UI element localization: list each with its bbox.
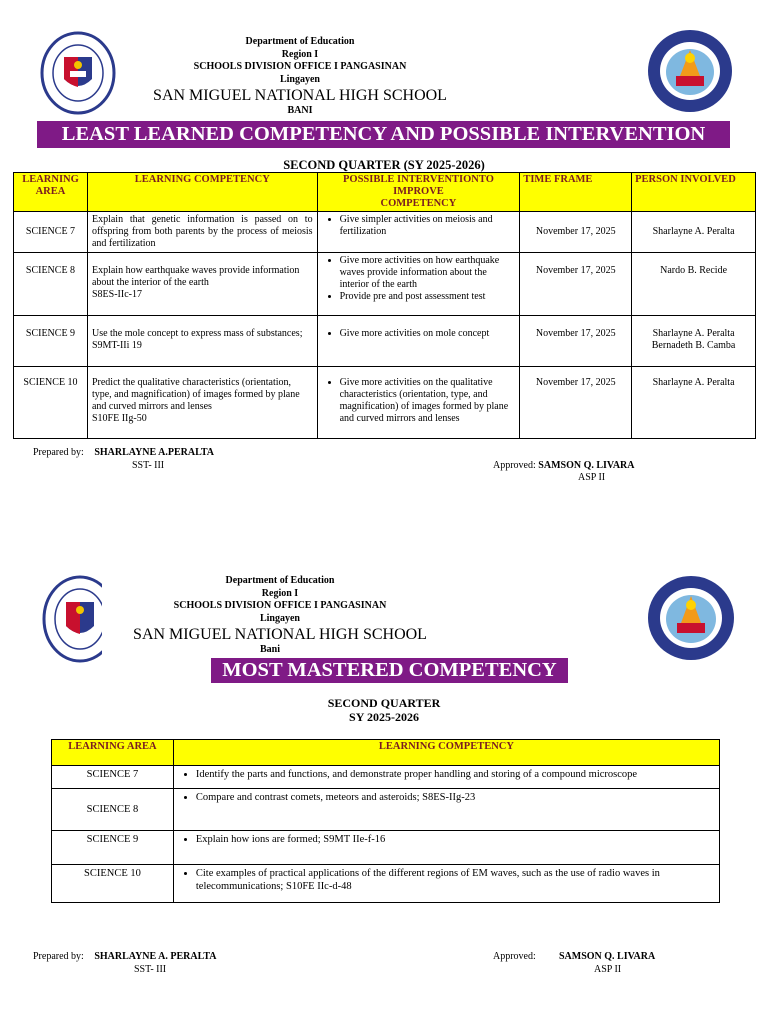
intervention-item: • Give simpler activities on meiosis and fertilization bbox=[340, 214, 516, 238]
approved-block bbox=[493, 460, 635, 471]
division-office: SCHOOLS DIVISION OFFICE I PANGASINAN bbox=[173, 600, 387, 611]
intervention-item: • Give more activities on mole concept bbox=[340, 328, 516, 340]
time-frame-cell: November 17, 2025 bbox=[520, 253, 632, 316]
prepared-name: SHARLAYNE A. PERALTA bbox=[94, 951, 217, 962]
competency-cell bbox=[173, 831, 719, 865]
table-header-row bbox=[52, 740, 720, 766]
person-name: Bernadeth B. Camba bbox=[651, 340, 736, 351]
competency-code: S8ES-IIc-17 bbox=[91, 289, 142, 300]
competency-cell: Explain that genetic information is passed on to offspring from both parents by the process of meiosis and fertilization bbox=[87, 212, 317, 253]
dept-name: Department of Education bbox=[225, 575, 335, 586]
col-intervention-line: IMPROVE bbox=[393, 186, 444, 197]
city: Lingayen bbox=[259, 612, 300, 624]
intervention-cell bbox=[317, 212, 520, 253]
approved-title: ASP II bbox=[578, 472, 606, 483]
prepared-title: SST- III bbox=[134, 964, 167, 975]
competency-code: S10FE IIg-50 bbox=[91, 413, 147, 424]
learning-area-cell: SCIENCE 8 bbox=[14, 253, 88, 316]
least-learned-banner: LEAST LEARNED COMPETENCY AND POSSIBLE INTERVENTION bbox=[37, 121, 730, 148]
competency-cell bbox=[87, 316, 317, 367]
division-office: SCHOOLS DIVISION OFFICE I PANGASINAN bbox=[193, 61, 407, 72]
person-cell: Sharlayne A. Peralta bbox=[632, 212, 756, 253]
table-row bbox=[14, 212, 756, 253]
competency-cell bbox=[87, 367, 317, 439]
learning-area-cell: SCIENCE 7 bbox=[14, 212, 88, 253]
person-cell: Sharlayne A. Peralta bbox=[632, 367, 756, 439]
learning-area-cell: SCIENCE 10 bbox=[14, 367, 88, 439]
learning-area-cell: SCIENCE 9 bbox=[14, 316, 88, 367]
competency-text: Predict the qualitative characteristics (orientation, type, and magnification) of images formed by plane and curved mirrors and lenses bbox=[91, 377, 300, 412]
prepared-by-block bbox=[33, 447, 214, 458]
intervention-cell bbox=[317, 316, 520, 367]
table-row bbox=[14, 316, 756, 367]
person-cell bbox=[632, 316, 756, 367]
region: Region I bbox=[261, 587, 299, 599]
city: Lingayen bbox=[279, 73, 320, 85]
intervention-cell bbox=[317, 253, 520, 316]
col-intervention-line: POSSIBLE INTERVENTIONTO bbox=[343, 174, 494, 185]
table-row bbox=[14, 367, 756, 439]
least-learned-table bbox=[13, 172, 756, 439]
table-header-row bbox=[14, 173, 756, 212]
table-row bbox=[52, 789, 720, 831]
learning-area-cell: SCIENCE 10 bbox=[52, 865, 174, 903]
approved-title: ASP II bbox=[594, 964, 622, 975]
col-intervention-line: COMPETENCY bbox=[380, 198, 457, 209]
sdo-seal-right bbox=[646, 28, 734, 114]
col-learning-area: LEARNING AREA bbox=[14, 173, 88, 212]
region: Region I bbox=[281, 48, 319, 60]
prepared-name: SHARLAYNE A.PERALTA bbox=[94, 447, 214, 458]
competency-item: • Explain how ions are formed; S9MT IIe-f-16 bbox=[196, 833, 715, 846]
approved-label: Approved: bbox=[493, 951, 536, 962]
time-frame-cell: November 17, 2025 bbox=[520, 367, 632, 439]
intervention-cell bbox=[317, 367, 520, 439]
competency-cell bbox=[87, 253, 317, 316]
most-mastered-table bbox=[51, 739, 720, 903]
competency-code: S9MT-IIi 19 bbox=[91, 340, 142, 351]
table-row bbox=[52, 766, 720, 789]
prepared-label: Prepared by: bbox=[33, 951, 84, 962]
learning-area-cell: SCIENCE 7 bbox=[52, 766, 174, 789]
col-learning-competency: LEARNING COMPETENCY bbox=[173, 740, 719, 766]
table-row bbox=[52, 865, 720, 903]
person-name: Sharlayne A. Peralta bbox=[652, 328, 735, 339]
deped-seal-left bbox=[40, 31, 116, 115]
intervention-item: • Give more activities on the qualitative characteristics (orientation, type, and magnification) of images formed by plane and curved mirrors and lenses bbox=[340, 377, 516, 425]
quarter-title: SECOND QUARTER bbox=[327, 696, 441, 710]
col-time-frame: TIME FRAME bbox=[520, 173, 632, 212]
col-possible-intervention bbox=[317, 173, 520, 212]
person-cell: Nardo B. Recide bbox=[632, 253, 756, 316]
learning-area-cell: SCIENCE 9 bbox=[52, 831, 174, 865]
prepared-title: SST- III bbox=[132, 460, 165, 471]
school-name: SAN MIGUEL NATIONAL HIGH SCHOOL bbox=[133, 626, 427, 643]
town: Bani bbox=[259, 644, 280, 655]
quarter-title: SECOND QUARTER (SY 2025-2026) bbox=[283, 158, 485, 172]
col-learning-competency: LEARNING COMPETENCY bbox=[87, 173, 317, 212]
competency-cell bbox=[173, 766, 719, 789]
col-person-involved: PERSON INVOLVED bbox=[632, 173, 756, 212]
intervention-item: • Provide pre and post assessment test bbox=[340, 291, 516, 303]
time-frame-cell: November 17, 2025 bbox=[520, 316, 632, 367]
time-frame-cell: November 17, 2025 bbox=[520, 212, 632, 253]
competency-cell bbox=[173, 865, 719, 903]
competency-text: Use the mole concept to express mass of substances; bbox=[91, 328, 303, 339]
most-mastered-banner: MOST MASTERED COMPETENCY bbox=[211, 658, 568, 683]
town: BANI bbox=[287, 105, 313, 116]
prepared-label: Prepared by: bbox=[33, 447, 84, 458]
table-row bbox=[52, 831, 720, 865]
table-row bbox=[14, 253, 756, 316]
deped-seal-left bbox=[40, 574, 130, 664]
school-year: SY 2025-2026 bbox=[349, 710, 419, 724]
intervention-item: • Give more activities on how earthquake waves provide information about the interior of the earth bbox=[340, 255, 516, 291]
learning-area-cell: SCIENCE 8 bbox=[52, 789, 174, 831]
sdo-seal-right bbox=[646, 574, 736, 662]
col-learning-area: LEARNING AREA bbox=[52, 740, 174, 766]
school-name: SAN MIGUEL NATIONAL HIGH SCHOOL bbox=[153, 87, 447, 104]
competency-item: • Cite examples of practical applications of the different regions of EM waves, such as the use of radio waves in telecommunications; S10FE IIc-d-48 bbox=[196, 867, 715, 893]
prepared-by-block bbox=[33, 951, 217, 962]
competency-cell bbox=[173, 789, 719, 831]
approved-name: SAMSON Q. LIVARA bbox=[538, 460, 635, 471]
competency-item: • Identify the parts and functions, and demonstrate proper handling and storing of a compound microscope bbox=[196, 768, 715, 781]
approved-name: SAMSON Q. LIVARA bbox=[559, 951, 656, 962]
approved-label: Approved: bbox=[493, 460, 536, 471]
competency-text: Explain how earthquake waves provide information about the interior of the earth bbox=[91, 265, 300, 288]
dept-name: Department of Education bbox=[245, 36, 355, 47]
competency-item: • Compare and contrast comets, meteors and asteroids; S8ES-IIg-23 bbox=[196, 791, 715, 804]
